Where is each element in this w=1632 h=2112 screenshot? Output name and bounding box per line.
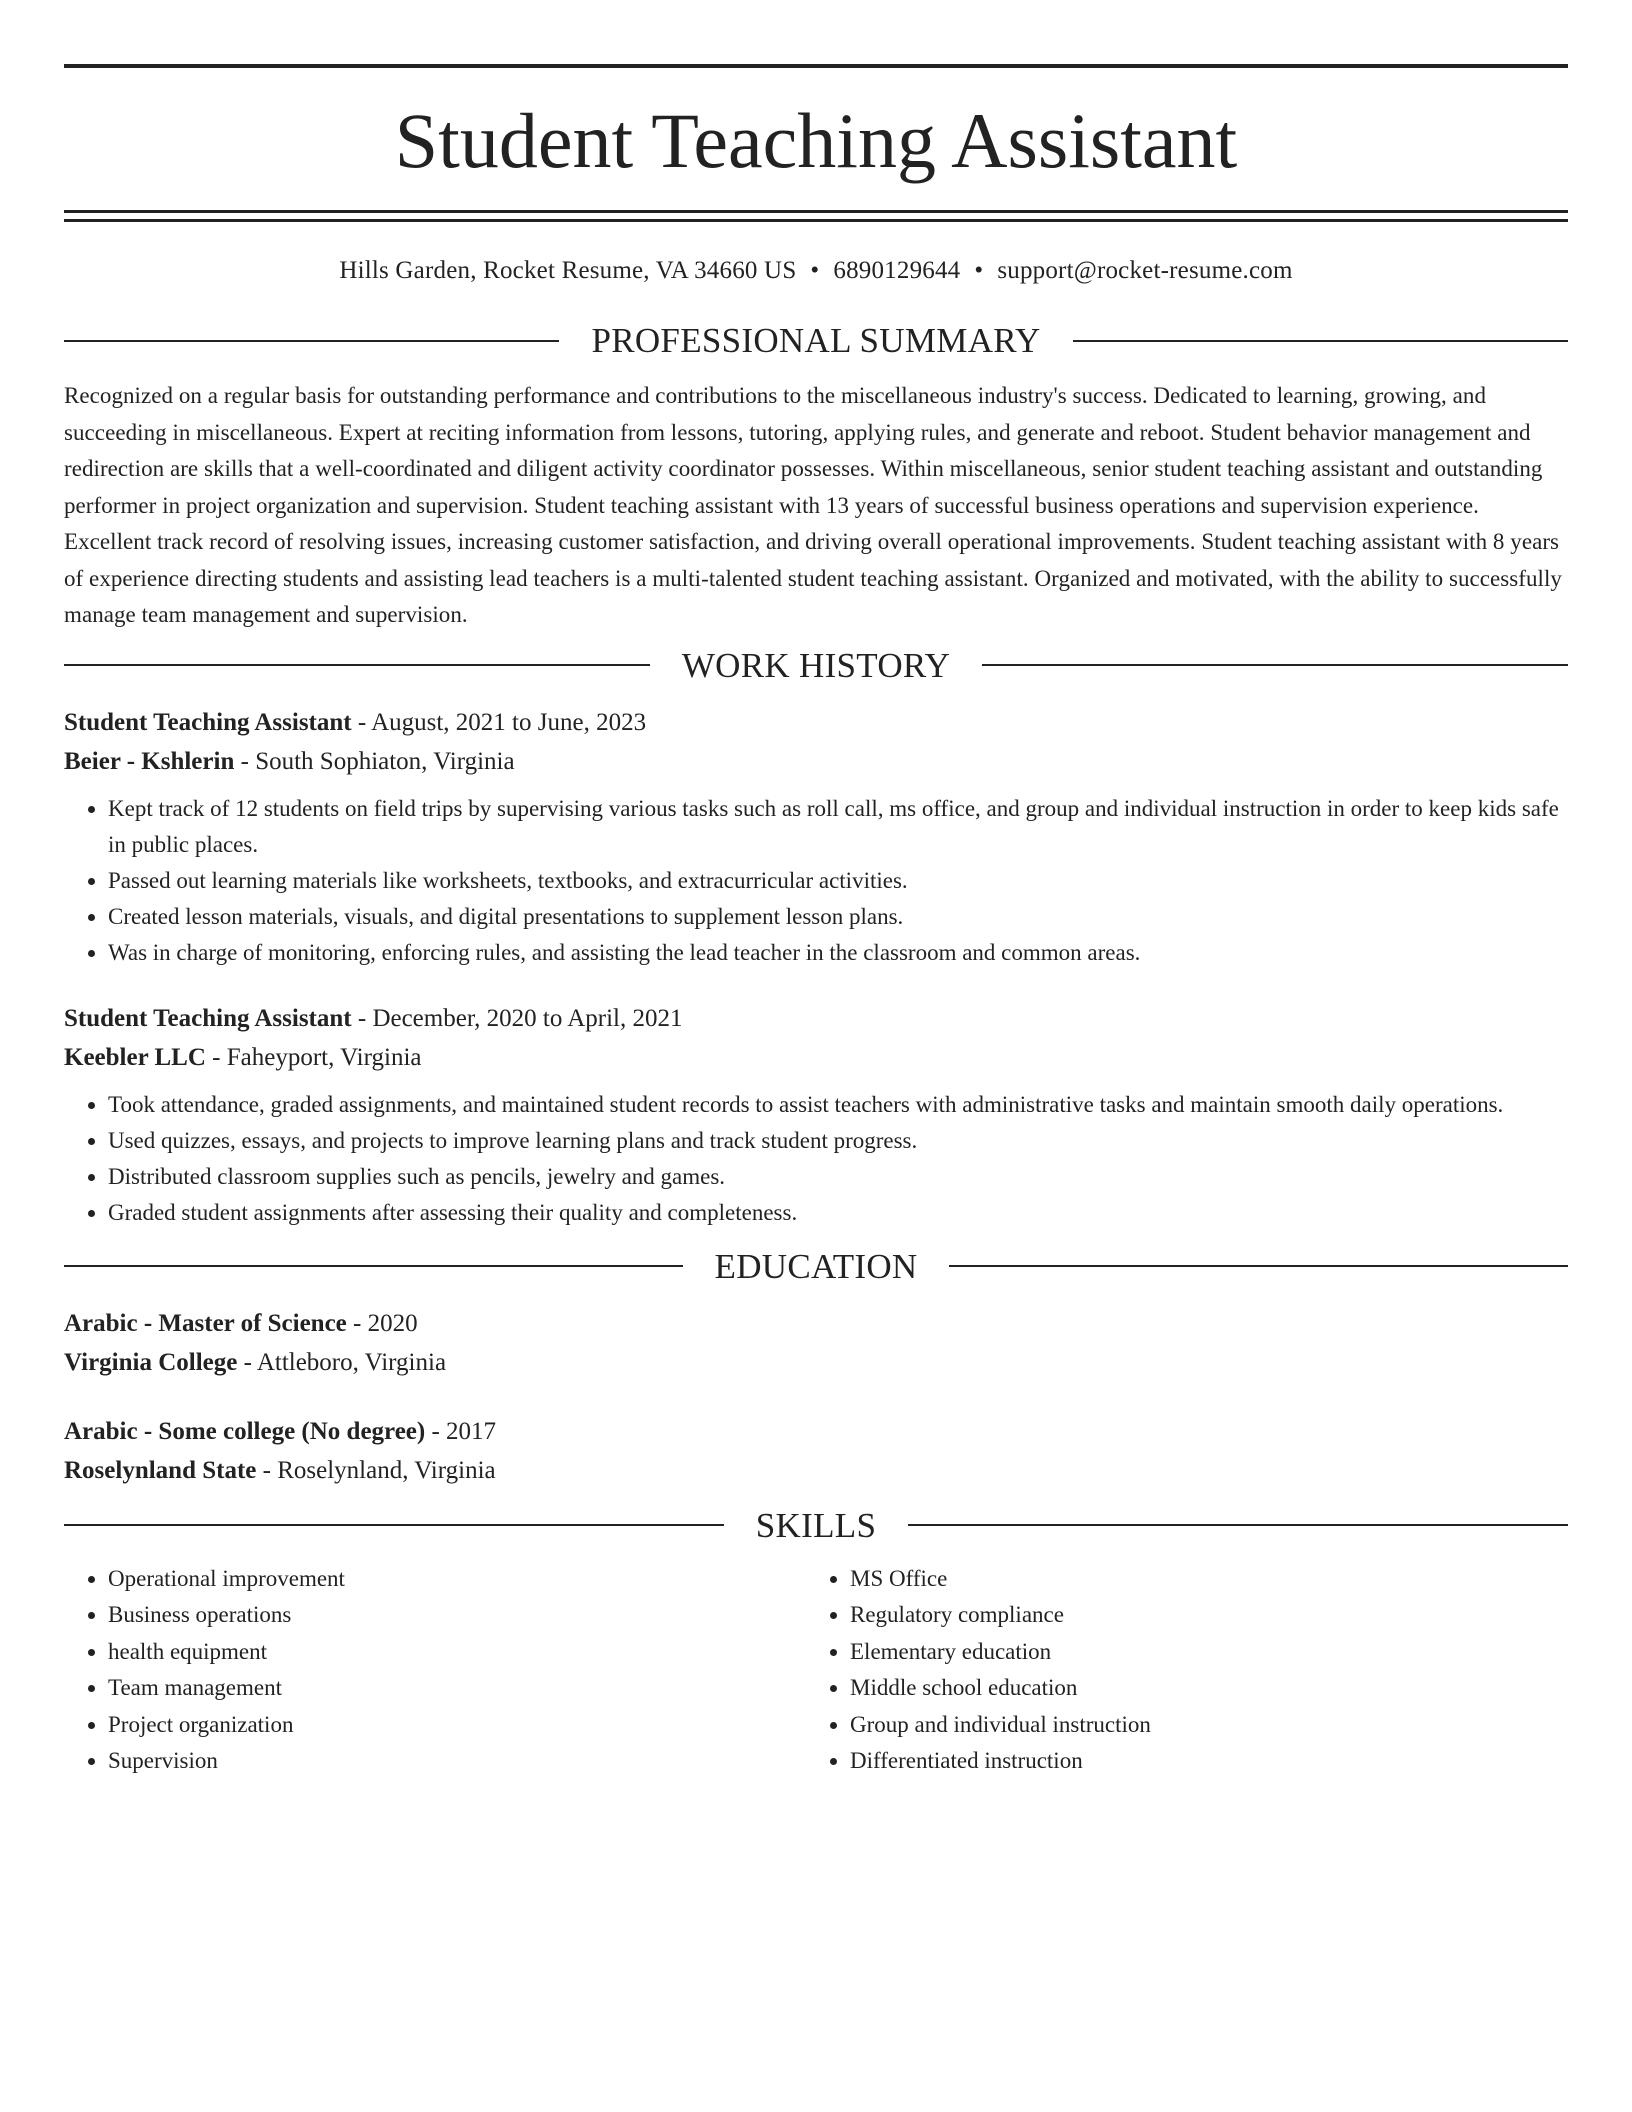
job-location: Faheyport, Virginia (226, 1043, 422, 1071)
education-location: Roselynland, Virginia (277, 1456, 496, 1484)
job-dash: - (234, 747, 256, 775)
job-dash: - (351, 1004, 373, 1032)
job-company: Keebler LLC (64, 1043, 206, 1071)
job-bullets (64, 791, 1568, 971)
education-degree: Arabic - Master of Science (64, 1309, 347, 1337)
job-title-line (64, 999, 1568, 1038)
section-title: WORK HISTORY (681, 645, 951, 685)
job-entry (64, 999, 1568, 1231)
education-year: 2017 (446, 1417, 497, 1445)
title-double-rule (64, 210, 1568, 222)
job-bullet: • Distributed classroom supplies such as pencils, jewelry and games. (108, 1159, 1568, 1195)
education-school: Roselynland State (64, 1456, 257, 1484)
job-dash: - (205, 1043, 227, 1071)
job-bullet: • Passed out learning materials like worksheets, textbooks, and extracurricular activities. (108, 863, 1568, 899)
section-rule-right (1073, 340, 1568, 342)
education-school-line (64, 1451, 1568, 1490)
skill-item: • Business operations (108, 1597, 806, 1634)
education-school: Virginia College (64, 1348, 238, 1376)
job-title-line (64, 703, 1568, 742)
section-rule-right (949, 1265, 1568, 1267)
skill-item: • Team management (108, 1670, 806, 1707)
job-bullet: • Kept track of 12 students on field trips by supervising various tasks such as roll call, ms office, and group and individual instruction in order to keep kids safe in public places. (108, 791, 1568, 863)
job-bullet: • Created lesson materials, visuals, and digital presentations to supplement lesson plans. (108, 899, 1568, 935)
education-school-line (64, 1343, 1568, 1382)
education-entry (64, 1412, 1568, 1490)
section-title: EDUCATION (714, 1246, 918, 1286)
job-bullet: • Took attendance, graded assignments, and maintained student records to assist teachers with administrative tasks and maintain smooth daily operations. (108, 1087, 1568, 1123)
skill-item: • Differentiated instruction (850, 1743, 1568, 1780)
job-bullet: • Graded student assignments after assessing their quality and completeness. (108, 1195, 1568, 1231)
section-title: SKILLS (755, 1505, 877, 1545)
resume-page (64, 64, 1568, 1780)
job-location: South Sophiaton, Virginia (255, 747, 515, 775)
job-dates: August, 2021 to June, 2023 (371, 708, 647, 736)
skill-item: • Elementary education (850, 1634, 1568, 1671)
job-bullet: • Used quizzes, essays, and projects to improve learning plans and track student progress. (108, 1123, 1568, 1159)
contact-line (64, 258, 1568, 283)
section-rule-right (982, 664, 1568, 666)
section-heading-skills (64, 1505, 1568, 1545)
section-title: PROFESSIONAL SUMMARY (591, 321, 1041, 360)
contact-address: Hills Garden, Rocket Resume, VA 34660 US (339, 257, 797, 284)
education-year: 2020 (367, 1309, 418, 1337)
skills-list-right (806, 1561, 1568, 1780)
job-dash: - (351, 708, 372, 736)
job-company-line (64, 742, 1568, 781)
job-title: Student Teaching Assistant (64, 1004, 352, 1032)
skill-item: • Operational improvement (108, 1561, 806, 1598)
skills-list-left (64, 1561, 806, 1780)
education-degree-line (64, 1304, 1568, 1343)
section-rule-left (64, 1265, 683, 1267)
education-location: Attleboro, Virginia (256, 1348, 447, 1376)
contact-phone: 6890129644 (833, 257, 961, 284)
education-degree-line (64, 1412, 1568, 1451)
skill-item: • Regulatory compliance (850, 1597, 1568, 1634)
section-heading-work (64, 645, 1568, 685)
contact-separator: • (974, 257, 984, 284)
section-rule-left (64, 1524, 724, 1526)
job-dates: December, 2020 to April, 2021 (372, 1004, 683, 1032)
section-rule-left (64, 340, 559, 342)
job-company-line (64, 1038, 1568, 1077)
section-heading-education (64, 1246, 1568, 1286)
contact-separator: • (810, 257, 820, 284)
education-dash: - (256, 1456, 278, 1484)
education-dash: - (425, 1417, 447, 1445)
skill-item: • MS Office (850, 1561, 1568, 1598)
resume-title: Student Teaching Assistant (394, 97, 1238, 184)
skill-item: • Supervision (108, 1743, 806, 1780)
education-dash: - (346, 1309, 368, 1337)
section-rule-right (908, 1524, 1568, 1526)
job-bullets (64, 1087, 1568, 1231)
summary-text: Recognized on a regular basis for outstanding performance and contributions to the miscellaneous industry's success. Dedicated to learning, growing, and succeeding in miscellaneous. Expert at reciting information from lessons, tutoring, applying rules, and generate and reboot. Student behavior management and redirection are skills that a well-coordinated and diligent activity coordinator possesses. Within miscellaneous, senior student teaching assistant and outstanding performer in project organization and supervision. Student teaching assistant with 13 years of successful business operations and supervision experience. Excellent track record of resolving issues, increasing customer satisfaction, and driving overall operational improvements. Student teaching assistant with 8 years of experience directing students and assisting lead teachers is a multi-talented student teaching assistant. Organized and motivated, with the ability to successfully manage team management and supervision. (64, 383, 1562, 627)
top-rule (64, 64, 1568, 68)
job-title: Student Teaching Assistant (64, 708, 352, 736)
section-heading-summary (64, 323, 1568, 358)
skills-columns (64, 1561, 1568, 1780)
job-entry (64, 703, 1568, 971)
skill-item: • Group and individual instruction (850, 1707, 1568, 1744)
skill-item: • Project organization (108, 1707, 806, 1744)
section-rule-left (64, 664, 650, 666)
skill-item: • Middle school education (850, 1670, 1568, 1707)
contact-email: support@rocket-resume.com (997, 257, 1293, 284)
education-degree: Arabic - Some college (No degree) (64, 1417, 426, 1445)
education-dash: - (237, 1348, 257, 1376)
education-entry (64, 1304, 1568, 1382)
job-bullet: • Was in charge of monitoring, enforcing rules, and assisting the lead teacher in the classroom and common areas. (108, 935, 1568, 971)
skill-item: • health equipment (108, 1634, 806, 1671)
job-company: Beier - Kshlerin (64, 747, 235, 775)
